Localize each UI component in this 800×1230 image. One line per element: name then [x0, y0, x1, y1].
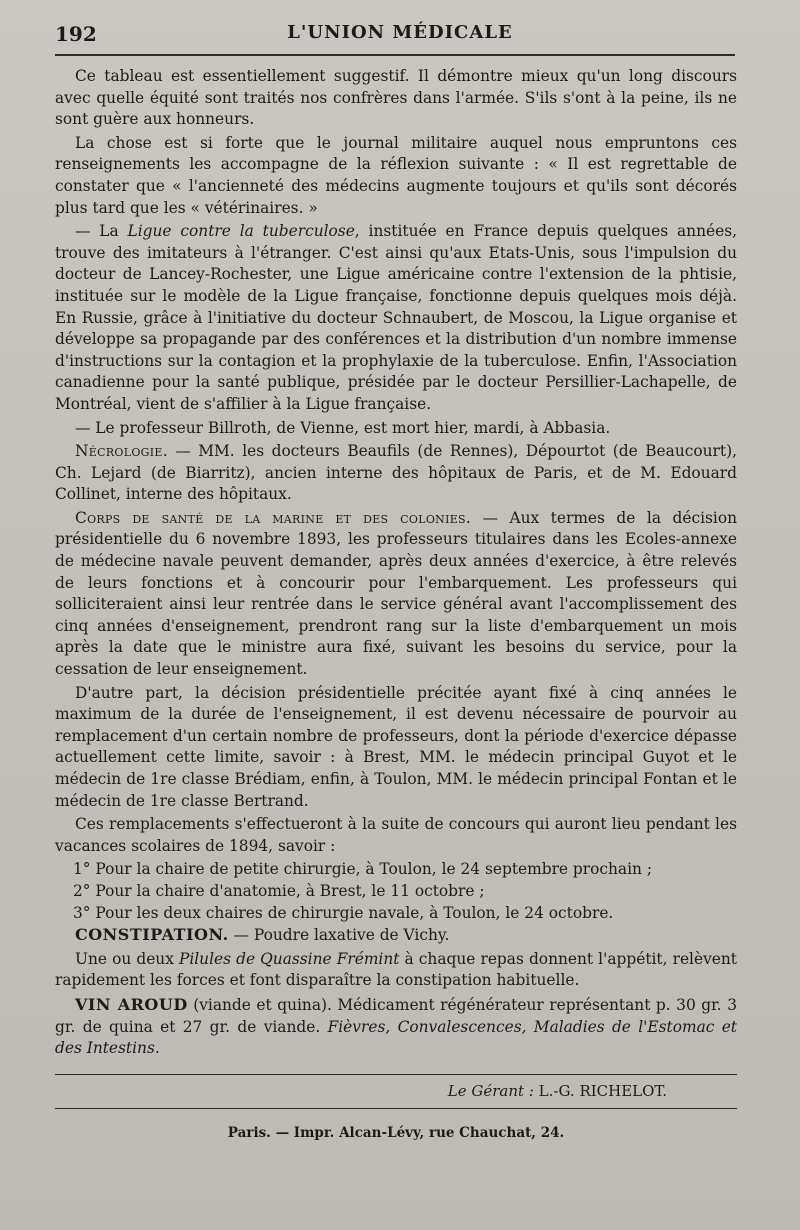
paragraph-necrologie [55, 441, 737, 506]
list-item: 2° Pour la chaire d'anatomie, à Brest, le 11 octobre ; [73, 881, 485, 900]
paragraph-billroth: — Le professeur Billroth, de Vienne, est mort hier, mardi, à Abbasia. [75, 418, 611, 437]
list-item: 3° Pour les deux chaires de chirurgie navale, à Toulon, le 24 octobre. [73, 903, 614, 922]
signature-name: L.-G. RICHELOT. [533, 1081, 667, 1100]
necrologie-label: Nécrologie. [75, 442, 168, 461]
necrologie-text: — MM. les docteurs Beaufils (de Rennes), Dépourtot (de Beaucourt), Ch. Lejard (de Biarritz), ancien interne des hôpitaux de Paris, et de M. Edouard Collinet, interne des hôpitaux. [55, 442, 737, 504]
paragraph-ligue-tuberculose [55, 221, 737, 415]
paragraph-decision: D'autre part, la décision présidentielle précitée ayant fixé à cinq années le maximum de la durée de l'enseignement, il est devenu nécessaire de pourvoir au remplacement d'un certain nombre de professeurs, dont la période d'exercice dépasse actuellement cette limite, savoir : à Brest, MM. le médecin principal Guyot et le médecin de 1re classe Brédiam, enfin, à Toulon, MM. le médecin principal Fontan et le médecin de 1re classe Bertrand. [55, 683, 737, 810]
list-item: 1° Pour la chaire de petite chirurgie, à Toulon, le 24 septembre prochain ; [73, 860, 653, 879]
ad-vin-aroud [55, 994, 737, 1060]
footer-rule-2 [55, 1108, 737, 1109]
page-header [55, 18, 745, 54]
imprint: Paris. — Impr. Alcan-Lévy, rue Chauchat, 24. [227, 1125, 565, 1142]
paragraph-journal-militaire: La chose est si forte que le journal militaire auquel nous empruntons ces renseignements les accompagne de la réflexion suivante : « Il est regrettable de constater que « l'ancienneté des médecins augmente toujours et qu'ils sont décorés plus tard que les « vétérinaires. » [55, 133, 737, 217]
paragraph-corps-sante [55, 508, 737, 681]
ad-pilules-text: à chaque repas donnent l'appétit, relèvent rapidement les forces et font disparaître la constipation habituelle. [55, 949, 737, 990]
corps-sante-text: — Aux termes de la décision présidentielle du 6 novembre 1893, les professeurs titulaires dans les Ecoles-annexe de médecine navale peuvent demander, après deux années d'exercice, à être relevés de leurs fonctions et à concourir pour l'embarquement. Les professeurs qui solliciteraient ainsi leur rentrée dans le service général avant l'accomplissement des cinq années d'enseignement, prendront rang sur la liste d'embarquement un mois après la date que le ministre aura fixé, suivant les besoins du service, pour la cessation de leur enseignement. [55, 508, 737, 679]
footer-rule [55, 1074, 737, 1075]
running-title: L'UNION MÉDICALE [287, 22, 513, 43]
ad-constipation-text: — Poudre laxative de Vichy. [228, 926, 450, 945]
ad-pilules-prefix: Une ou deux [75, 949, 179, 968]
ad-vin-aroud-text: (viande et quina). Médicament régénérateur représentant p. 30 gr. 3 gr. de quina et 27 gr. de viande. [55, 995, 737, 1036]
ad-vin-aroud-head: VIN AROUD [75, 994, 188, 1014]
header-rule [55, 54, 735, 56]
signature-label: Le Gérant : [447, 1081, 534, 1100]
ligue-text: , instituée en France depuis quelques années, trouve des imitateurs à l'étranger. C'est ainsi qu'aux Etats-Unis, sous l'impulsion du docteur de Lancey-Rochester, une Ligue américaine contre l'extension de la phtisie, instituée sur le modèle de la Ligue française, fonctionne depuis quelques mois déjà. En Russie, grâce à l'initiative du docteur Schnaubert, de Moscou, la Ligue organise et développe sa propagande par des conférences et la distribution d'un nombre immense d'instructions sur la contagion et la prophylaxie de la tuberculose. Enfin, l'Association canadienne pour la santé publique, présidée par le docteur Persillier-Lachapelle, de Montréal, vient de s'affilier à la Ligue française. [55, 222, 737, 413]
corps-sante-label: Corps de santé de la marine et des colonies. [75, 508, 472, 527]
ad-constipation [55, 924, 737, 947]
signature [55, 1081, 737, 1103]
paragraph-remplacements: Ces remplacements s'effectueront à la suite de concours qui auront lieu pendant les vacances scolaires de 1894, savoir : [55, 815, 737, 855]
ligue-title: Ligue contre la tuberculose [127, 222, 355, 241]
paragraph-tableau: Ce tableau est essentiellement suggestif. Il démontre mieux qu'un long discours avec quelle équité sont traités nos confrères dans l'armée. S'ils s'ont à la peine, ils ne sont guère aux honneurs. [55, 67, 737, 129]
page-number: 192 [55, 22, 97, 46]
ad-pilules [55, 949, 737, 992]
ligue-prefix: — La [75, 222, 128, 241]
ad-constipation-head: CONSTIPATION. [75, 925, 229, 945]
ad-pilules-name: Pilules de Quassine Frémint [178, 949, 400, 968]
ad-vin-aroud-indications: Fièvres, Convalescences, Maladies de l'Estomac et des Intestins. [55, 1017, 737, 1058]
concours-list [55, 859, 737, 924]
article-body [55, 66, 737, 1145]
